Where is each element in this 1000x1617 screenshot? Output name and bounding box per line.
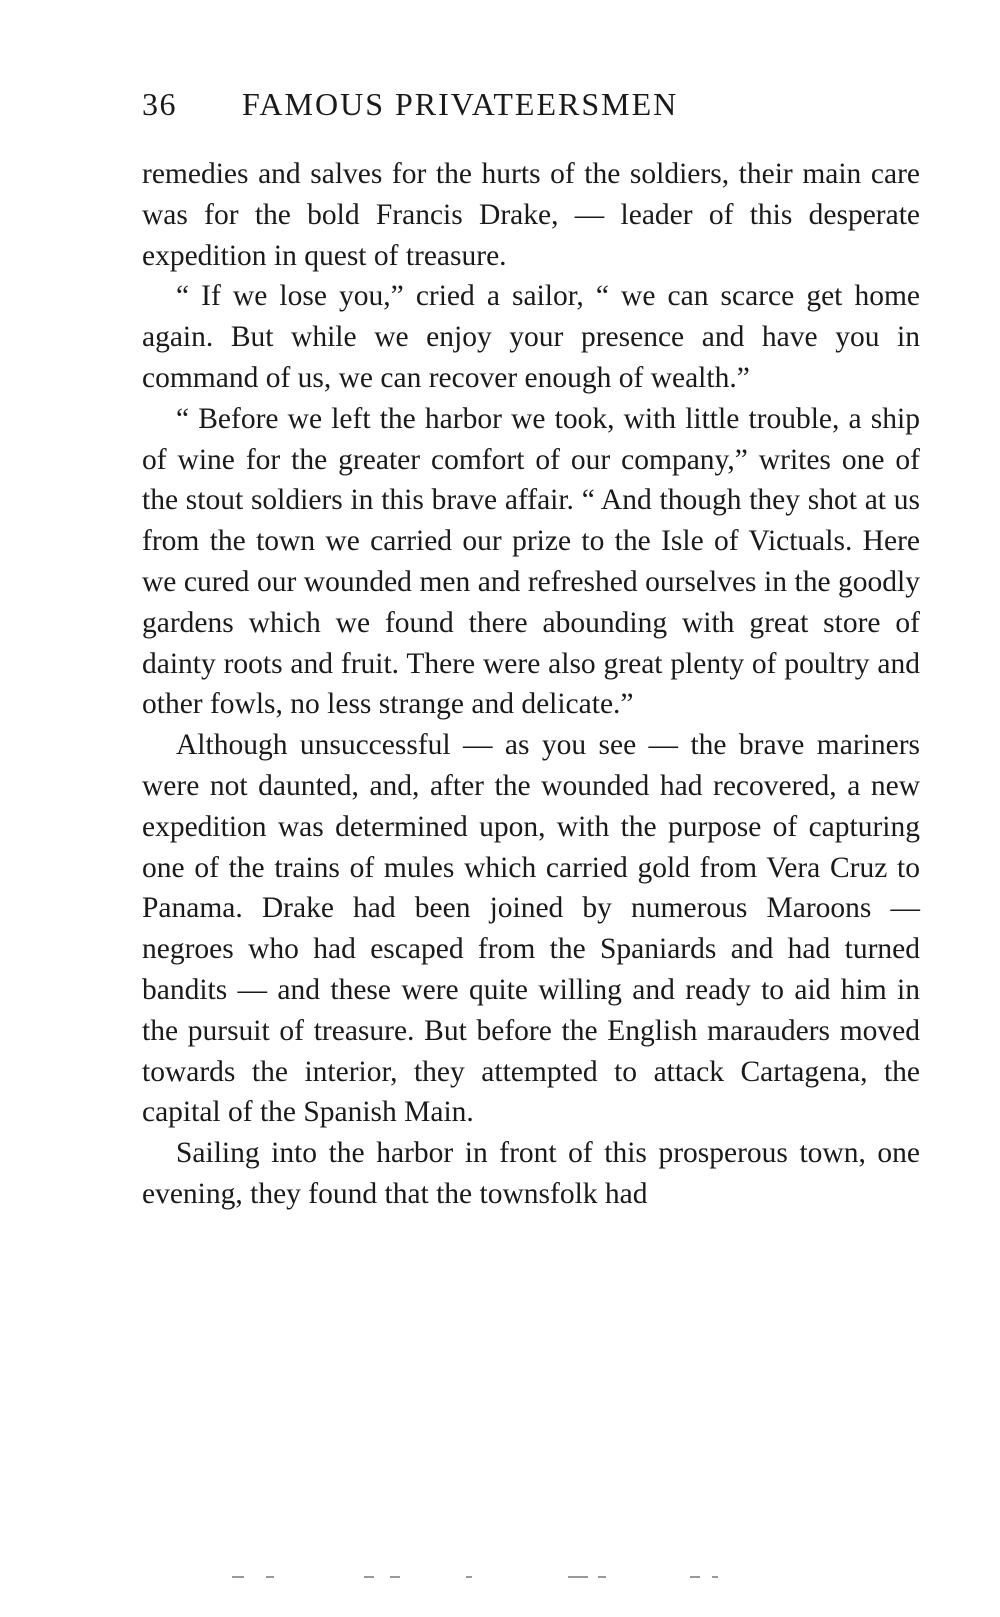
paragraph-continued: remedies and salves for the hurts of the soldiers, their main care was for the bold Francis Drake, — leader of this desperate expedition in quest of treasure. xyxy=(142,158,920,272)
running-head xyxy=(142,88,920,120)
paragraph-new-expedition: Although unsuccessful — as you see — the brave mariners were not daunted, and, after the wounded had recovered, a new expedition was determined upon, with the purpose of capturing one of the trains of mules which carried gold from Vera Cruz to Panama. Drake had been joined by numerous Maroons — negroes who had escaped from the Spaniards and had turned bandits — and these were quite willing and ready to aid him in the pursuit of treasure. But before the English marauders moved towards the interior, they attempted to attack Cartagena, the capital of the Spanish Main. xyxy=(142,729,920,1129)
body-text xyxy=(142,154,920,1215)
page-number: 36 xyxy=(142,86,177,122)
book-page xyxy=(142,88,920,1215)
paragraph-soldier-account: “ Before we left the harbor we took, with little trouble, a ship of wine for the greater comfort of our company,” writes one of the stout soldiers in this brave affair. “ And though they shot at us from the town we carried our prize to the Isle of Victuals. Here we cured our wounded men and refreshed ourselves in the goodly gardens which we found there abounding with great store of dainty roots and fruit. There were also great plenty of poultry and other fowls, no less strange and delicate.” xyxy=(142,402,920,721)
bleed-through-marks xyxy=(232,1572,732,1582)
book-title: FAMOUS PRIVATEERSMEN xyxy=(242,86,679,122)
paragraph-sailor-quote: “ If we lose you,” cried a sailor, “ we can scarce get home again. But while we enjoy your presence and have you in command of us, we can recover enough of wealth.” xyxy=(142,280,920,394)
paragraph-sailing-harbor: Sailing into the harbor in front of this prosperous town, one evening, they found that the townsfolk had xyxy=(142,1137,920,1210)
